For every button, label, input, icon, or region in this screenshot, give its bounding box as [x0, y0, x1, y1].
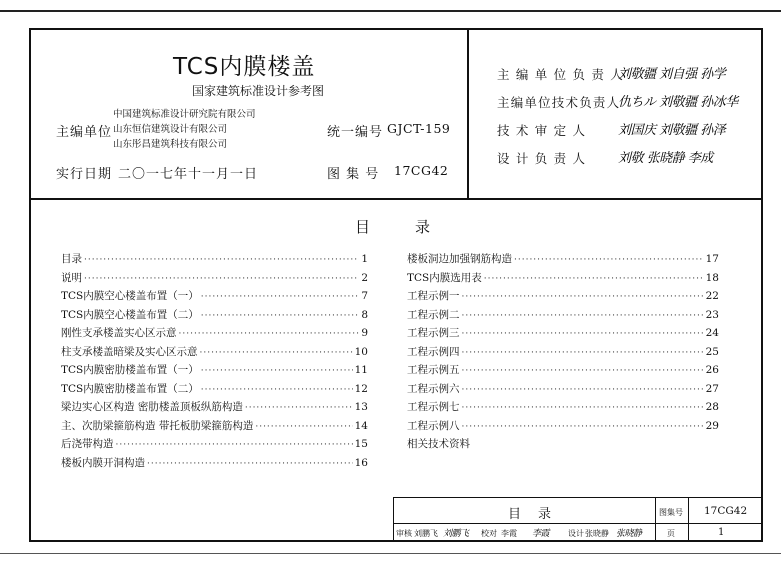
toc-heading-right: 录 — [415, 218, 431, 236]
toc-entry[interactable]: TCS内膜密肋楼盖布置（二） ····· 12 — [61, 380, 368, 399]
review-label: 审核 — [396, 529, 412, 538]
signatures-1: 刘敬疆 刘自强 孙学 — [618, 67, 726, 82]
responsible-label-2: 主编单位技术负责人 — [497, 95, 621, 110]
toc-entry[interactable]: 梁边实心区构造 密肋楼盖顶板纵筋构造 ····· 13 — [61, 398, 368, 417]
editor-unit-label: 主编单位 — [56, 125, 113, 140]
atlas-title: TCS内膜楼盖 — [173, 54, 316, 80]
toc-entry[interactable]: 工程示例五 ····· 26 — [407, 361, 719, 380]
responsible-label-3: 技 术 审 定 人 — [497, 123, 587, 138]
toc-entry[interactable]: 柱支承楼盖暗梁及实心区示意 ····· 10 — [61, 343, 368, 362]
toc-entry[interactable]: 相关技术资料 — [407, 438, 470, 450]
date-label: 实行日期 — [56, 167, 113, 182]
toc-entry[interactable]: 楼板内膜开洞构造 ····· 16 — [61, 454, 368, 473]
toc-right-column — [407, 250, 719, 454]
design-label: 设计 — [568, 529, 584, 538]
toc-entry[interactable]: 主、次肋梁箍筋构造 带托板肋梁箍筋构造 ····· 14 — [61, 417, 368, 436]
block-atlas-label: 图集号 — [659, 508, 683, 517]
header-divider-vertical — [467, 30, 469, 199]
responsible-label-4: 设 计 负 责 人 — [497, 151, 587, 166]
block-name-left: 目 — [508, 507, 522, 522]
checker-name: 李霞 — [501, 529, 517, 538]
toc-entry[interactable]: 说明 ····· 2 — [61, 269, 368, 288]
toc-entry[interactable]: 工程示例八 ····· 29 — [407, 417, 719, 436]
toc-entry[interactable]: 工程示例二 ····· 23 — [407, 306, 719, 325]
toc-entry[interactable]: TCS内膜选用表 ····· 18 — [407, 269, 719, 288]
toc-entry[interactable]: 后浇带构造 ····· 15 — [61, 435, 368, 454]
toc-heading-left: 目 — [355, 218, 371, 236]
reviewer-name: 刘鹏飞 — [414, 529, 438, 538]
toc-entry[interactable]: 工程示例三 ····· 24 — [407, 324, 719, 343]
bottom-rule — [0, 553, 781, 554]
header-divider-horizontal — [31, 198, 761, 200]
atlas-no: 17CG42 — [394, 163, 449, 178]
toc-entry[interactable]: TCS内膜空心楼盖布置（二） ····· 8 — [61, 306, 368, 325]
signatures-2: 仇ちル 刘敬疆 孙冰华 — [618, 95, 738, 110]
unified-no: GJCT-159 — [387, 121, 451, 136]
toc-entry[interactable]: 楼板洞边加强钢筋构造 ····· 17 — [407, 250, 719, 269]
editor-unit-1: 中国建筑标准设计研究院有限公司 — [113, 109, 256, 120]
toc-entry[interactable]: 工程示例四 ····· 25 — [407, 343, 719, 362]
atlas-subtitle: 国家建筑标准设计参考图 — [192, 84, 325, 98]
toc-entry[interactable]: 工程示例六 ····· 27 — [407, 380, 719, 399]
toc-left-column — [61, 250, 368, 472]
title-block-rule — [655, 497, 656, 540]
toc-entry[interactable]: TCS内膜空心楼盖布置（一） ····· 7 — [61, 287, 368, 306]
editor-unit-2: 山东恒信建筑设计有限公司 — [113, 124, 228, 135]
title-block-rule — [688, 497, 689, 540]
toc-entry[interactable]: 工程示例一 ····· 22 — [407, 287, 719, 306]
toc-entry[interactable]: 工程示例七 ····· 28 — [407, 398, 719, 417]
block-page-label: 页 — [667, 529, 675, 538]
top-rule — [0, 10, 781, 12]
check-label: 校对 — [481, 529, 497, 538]
block-page-no: 1 — [718, 527, 725, 538]
unified-no-label: 统一编号 — [327, 125, 384, 140]
signatures-4: 刘敬 张晓静 李成 — [618, 151, 713, 166]
toc-entry[interactable]: 目录 ····· 1 — [61, 250, 368, 269]
responsible-label-1: 主 编 单 位 负 责 人 — [497, 67, 624, 82]
date-value: 二〇一七年十一月一日 — [118, 167, 259, 182]
block-atlas-no: 17CG42 — [704, 505, 748, 517]
title-block-rule — [393, 523, 761, 524]
reviewer-signature: 刘鹏飞 — [443, 529, 469, 539]
editor-unit-3: 山东彤昌建筑科技有限公司 — [113, 139, 228, 150]
designer-name: 张晓静 — [585, 529, 609, 538]
checker-signature: 李霞 — [532, 529, 550, 539]
designer-signature: 张晓静 — [616, 529, 642, 539]
toc-entry[interactable]: TCS内膜密肋楼盖布置（一） ····· 11 — [61, 361, 368, 380]
toc-entry[interactable]: 刚性支承楼盖实心区示意 ····· 9 — [61, 324, 368, 343]
block-name-right: 录 — [538, 507, 552, 522]
atlas-no-label: 图 集 号 — [327, 167, 380, 182]
signatures-3: 刘国庆 刘敬疆 孙泽 — [618, 123, 726, 138]
